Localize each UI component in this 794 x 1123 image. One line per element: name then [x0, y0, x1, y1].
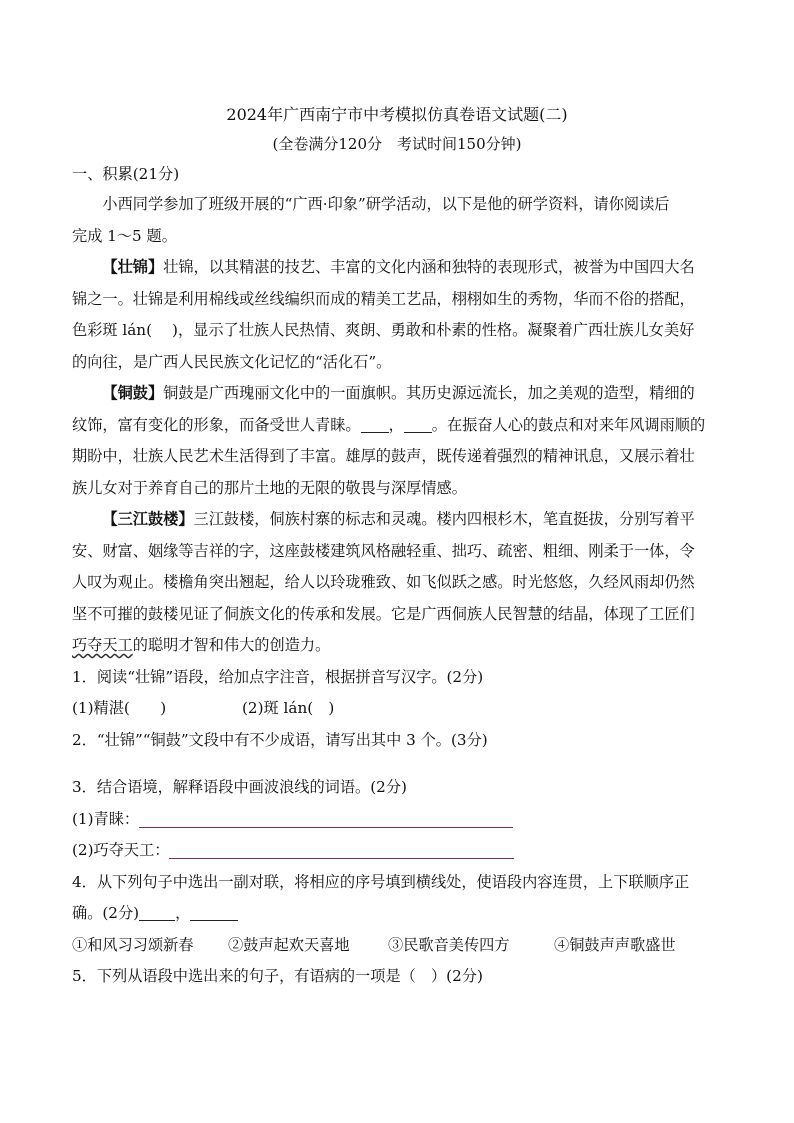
exam-page [72, 100, 722, 993]
gulou-text-1: 三江鼓楼，侗族村寨的标志和灵魂。楼内四根杉木，笔直挺拔，分别写着平 [193, 510, 695, 528]
tonggu-text-1: 铜鼓是广西瑰丽文化中的一面旗帜。其历史源远流长，加之美观的造型，精细的 [163, 384, 695, 402]
tonggu-line-1 [72, 378, 722, 410]
zhuangjin-line-2: 锦之一。壮锦是利用棉线或丝线编织而成的精美工艺品，栩栩如生的秀物，华而不俗的搭配， [72, 289, 695, 308]
page-subtitle: (全卷满分120分 考试时间150分钟) [272, 135, 522, 153]
section-heading: 一、积累(21分) [72, 165, 180, 183]
gulou-tag: 【三江鼓楼】 [102, 510, 194, 528]
tonggu-text-2a: 纹饰，富有变化的形象，而备受世人 [72, 415, 315, 434]
answer-line-3b[interactable] [169, 842, 514, 859]
question-4-text-2b: ， [175, 904, 191, 922]
zhuangjin-line-3 [72, 315, 722, 347]
answer-space-2[interactable] [72, 756, 722, 772]
page-title: 2024年广西南宁市中考模拟仿真卷语文试题(二) [226, 105, 568, 124]
tonggu-text-2e: 。在振奋人心的鼓点和对来年风调雨顺的 [431, 415, 706, 434]
zhuangjin-tag: 【壮锦】 [102, 258, 164, 276]
question-4-options [72, 930, 722, 962]
tonggu-text-2d: ， [388, 415, 404, 434]
question-3a-row [72, 804, 722, 836]
option-4: ④铜鼓声声歌盛世 [554, 935, 676, 954]
couplet-blank-2[interactable] [404, 416, 432, 433]
question-3b-label: (2)巧夺天工： [72, 841, 170, 859]
answer-line-3a[interactable] [139, 811, 513, 828]
zhuangjin-text-1: 壮锦，以其精湛的技艺、丰富的文化内涵和独特的表现形式，被誉为中国四大名 [163, 258, 695, 276]
question-4-line-2 [72, 898, 722, 930]
zhuangjin-text-3b: )，显示了壮族人民热情、爽朗、勇敢和朴素的性格。凝聚着广西壮族儿女美好 [172, 321, 695, 339]
tonggu-text-qinglai: 青睐 [315, 415, 346, 434]
question-3a-label: (1)青睐： [72, 809, 140, 828]
zhuangjin-text-3a: 色彩斑 lán( [72, 321, 153, 339]
question-5: 5．下列从语段中选出来的句子，有语病的一项是（ ）(2分) [72, 967, 483, 985]
question-1a: (1)精湛( ) [72, 699, 167, 717]
question-3: 3．结合语境，解释语段中画波浪线的词语。(2分) [72, 778, 407, 796]
wavy-word-qiaoduotiangong: 巧夺天工 [72, 636, 133, 654]
question-1-parts [72, 693, 722, 725]
option-3: ③民歌音美传四方 [388, 935, 510, 954]
gulou-text-5b: 的聪明才智和伟大的创造力。 [132, 636, 331, 654]
gulou-line-4: 坚不可摧的鼓楼见证了侗族文化的传承和发展。它是广西侗族人民智慧的结晶，体现了工匠们 [72, 604, 695, 623]
answer-blank-4b[interactable] [190, 904, 238, 921]
gulou-line-1 [72, 504, 722, 536]
question-1b: (2)斑 lán( ) [242, 699, 335, 717]
question-3b-row [72, 835, 722, 867]
question-1: 1．阅读“壮锦”语段，给加点字注音，根据拼音写汉字。(2分) [72, 667, 484, 686]
option-1: ①和风习习颂新春 [72, 935, 194, 954]
question-4-line-1: 4．从下列句子中选出一副对联，将相应的序号填到横线处，使语段内容连贯，上下联顺序正 [72, 872, 690, 891]
gulou-line-5 [72, 630, 722, 662]
tonggu-tag: 【铜鼓】 [102, 384, 164, 402]
zhuangjin-line-1 [72, 252, 722, 284]
gulou-line-2: 安、财富、姻缘等吉祥的字，这座鼓楼建筑风格融轻重、拙巧、疏密、粗细、刚柔于一体，令 [72, 541, 695, 560]
answer-blank-4a[interactable] [139, 904, 175, 921]
intro-line-2: 完成 1～5 题。 [72, 226, 177, 245]
question-2: 2．“壮锦”“铜鼓”文段中有不少成语，请写出其中 3 个。(3分) [72, 730, 488, 749]
tonggu-line-3: 期盼中，壮族人民艺术生活得到了丰富。雄厚的鼓声，既传递着强烈的精神讯息，又展示着壮 [72, 447, 695, 465]
intro-line-1: 小西同学参加了班级开展的“广西·印象”研学活动，以下是他的研学资料，请你阅读后 [102, 195, 670, 213]
gulou-line-3: 人叹为观止。楼檐角突出翘起，给人以玲珑雅致、如飞似跃之感。时光悠悠，久经风雨却仍然 [72, 573, 695, 591]
couplet-blank-1[interactable] [361, 416, 389, 433]
tonggu-line-4: 族儿女对于养育自己的那片土地的无限的敬畏与深厚情感。 [72, 478, 467, 497]
tonggu-text-2c: 。 [345, 415, 361, 434]
question-4-text-2a: 确。(2分) [72, 904, 140, 922]
option-2: ②鼓声起欢天喜地 [228, 935, 350, 954]
zhuangjin-line-4: 的向往，是广西人民民族文化记忆的“活化石”。 [72, 352, 392, 371]
tonggu-line-2 [72, 410, 722, 442]
